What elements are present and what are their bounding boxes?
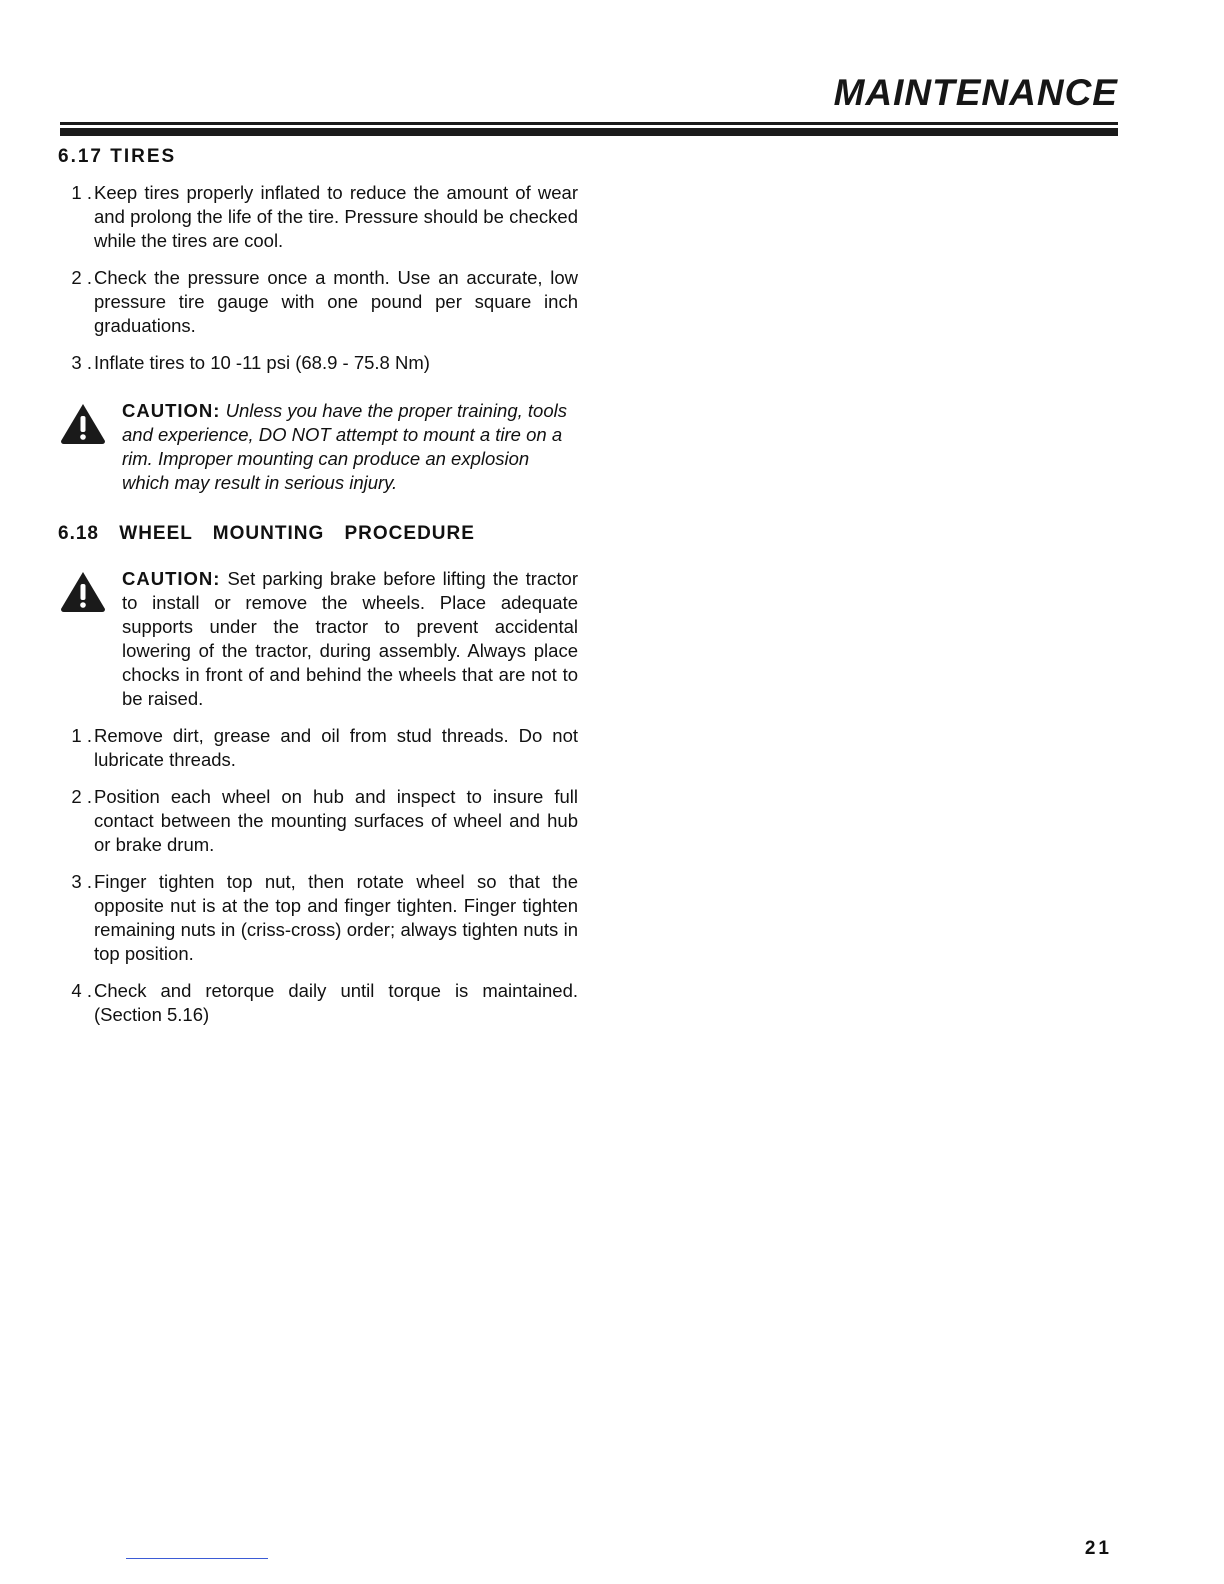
warning-triangle-icon	[58, 567, 122, 711]
step-number: 3 .	[71, 352, 92, 373]
step-text: Check the pressure once a month. Use an accurate, low pressure tire gauge with one pound per square inch graduations.	[94, 267, 578, 336]
section-heading-wheel-mounting: 6.18 WHEEL MOUNTING PROCEDURE	[58, 523, 475, 544]
caution-label: CAUTION:	[122, 568, 221, 589]
step-number: 1 .	[71, 182, 92, 203]
footer-divider	[126, 1558, 268, 1559]
caution-label: CAUTION:	[122, 400, 221, 421]
page-header-title: MAINTENANCE	[833, 72, 1118, 113]
caution-text: Set parking brake before lifting the tractor to install or remove the wheels. Place adequate supports under the tractor to prevent accidental lowering of the tractor, during assembly. Always place chocks in front of and behind the wheels that are not to be raised.	[122, 568, 578, 709]
step-number: 3 .	[71, 871, 92, 892]
caution-block-wheel	[58, 567, 578, 711]
step-text: Inflate tires to 10 -11 psi (68.9 - 75.8 Nm)	[94, 352, 430, 373]
list-item	[58, 870, 578, 966]
caution-text: Unless you have the proper training, tools and experience, DO NOT attempt to mount a tire on a rim. Improper mounting can produce an explosion which may result in serious injury.	[122, 400, 567, 493]
wheel-steps-list	[58, 724, 578, 1027]
step-number: 2 .	[71, 786, 92, 807]
step-text: Finger tighten top nut, then rotate wheel so that the opposite nut is at the top and finger tighten. Finger tighten remaining nuts in (criss-cross) order; always tighten nuts in top position.	[94, 871, 578, 964]
list-item	[58, 979, 578, 1027]
caution-block-tires	[58, 399, 578, 495]
header-rule-thick	[60, 128, 1118, 136]
page-number: 21	[1084, 1538, 1112, 1559]
warning-triangle-icon	[58, 399, 122, 495]
main-content	[58, 146, 578, 1027]
list-item	[58, 724, 578, 772]
list-item	[58, 785, 578, 857]
step-number: 2 .	[71, 267, 92, 288]
step-text: Position each wheel on hub and inspect to insure full contact between the mounting surfaces of wheel and hub or brake drum.	[94, 786, 578, 855]
section-heading-tires: 6.17 TIRES	[58, 146, 177, 167]
list-item	[58, 266, 578, 338]
list-item	[58, 351, 578, 375]
step-text: Remove dirt, grease and oil from stud threads. Do not lubricate threads.	[94, 725, 578, 770]
step-text: Keep tires properly inflated to reduce the amount of wear and prolong the life of the tire. Pressure should be checked while the tires are cool.	[94, 182, 578, 251]
step-text: Check and retorque daily until torque is maintained. (Section 5.16)	[94, 980, 578, 1025]
list-item	[58, 181, 578, 253]
tires-steps-list	[58, 181, 578, 375]
header-rule-thin	[60, 122, 1118, 125]
step-number: 1 .	[71, 725, 92, 746]
step-number: 4 .	[71, 980, 92, 1001]
